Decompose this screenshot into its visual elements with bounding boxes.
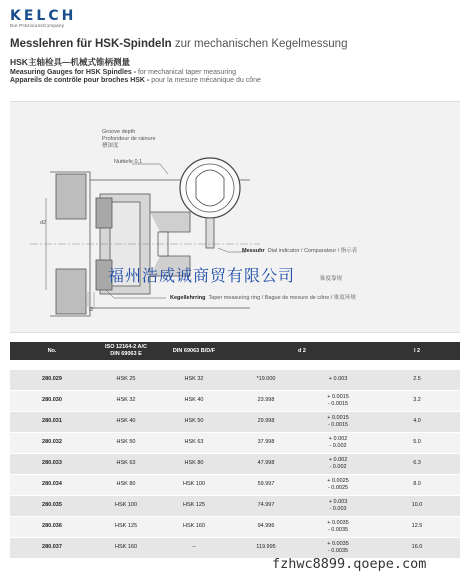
table-row [10,369,460,390]
header-text: No. [47,347,57,354]
table-header-row [10,342,460,360]
cell-l2: 3.2 [374,390,460,411]
cell-din: HSK 50 [158,411,230,432]
cell-article-no: 280.037 [10,537,94,558]
cell-din: HSK 80 [158,453,230,474]
table-row [10,432,460,453]
col-header-iso [94,342,158,360]
cell-d2: 119.995 [230,537,302,558]
header-text: DIN 69063 B/D/F [172,347,216,354]
title-chinese: HSK主轴检具—机械式锥柄测量 [10,57,130,67]
cell-l2: 10.0 [374,495,460,516]
cell-din: HSK 100 [158,474,230,495]
table-row [10,537,460,558]
l2-dimension-label: l2 [89,307,94,313]
cell-d2: 29.998 [230,411,302,432]
gauge-spec-table [10,342,460,558]
cell-tolerance: + 0.002 - 0.002 [302,453,374,474]
cell-iso: HSK 32 [94,390,158,411]
cell-iso: HSK 125 [94,516,158,537]
cell-din: HSK 63 [158,432,230,453]
dial-indicator-label: Messuhr Dial indicator / Comparateur / 指示表 [242,248,358,254]
col-header-no [10,342,94,360]
cell-l2: 12.5 [374,516,460,537]
col-header-l2 [374,342,460,360]
cell-article-no: 280.033 [10,453,94,474]
page-title: Messlehren für HSK-Spindeln zur mechanischen Kegelmessung [10,38,348,50]
table-row [10,390,460,411]
cell-tolerance: + 0.0015 - 0.0015 [302,390,374,411]
cell-din: HSK 125 [158,495,230,516]
table-row [10,453,460,474]
header-text: l 2 [413,347,421,354]
cell-d2: 74.997 [230,495,302,516]
cell-article-no: 280.035 [10,495,94,516]
cell-d2: *19.000 [230,369,302,390]
cell-article-no: 280.032 [10,432,94,453]
cell-iso: HSK 40 [94,411,158,432]
taper-gauge-zh-label: 锥度靠规 [320,276,343,282]
table-spacer [10,360,460,369]
cell-iso: HSK 160 [94,537,158,558]
groove-depth-value: Nuttiefe 0,1 [114,159,143,165]
technical-drawing [10,101,460,333]
taper-ring-label: Kegellehrring Taper measuring ring / Bague de mesure de cône / 锥度环规 [170,295,356,301]
cell-iso: HSK 25 [94,369,158,390]
title-french: Appareils de contrôle pour broches HSK - pour la mesure mécanique du cône [10,77,261,84]
title-block [10,38,465,84]
cell-l2: 6.3 [374,453,460,474]
cell-l2: 4.0 [374,411,460,432]
cell-article-no: 280.031 [10,411,94,432]
brand-logo [10,8,76,28]
cell-tolerance: + 0.0025 - 0.0025 [302,474,374,495]
brand-tagline: Die PräzisionsCompany [10,23,65,28]
cell-tolerance: + 0.003 [302,369,374,390]
cell-article-no: 280.030 [10,390,94,411]
cell-din: – [158,537,230,558]
cell-d2: 94.996 [230,516,302,537]
title-english: Measuring Gauges for HSK Spindles - for mechanical taper measuring [10,69,237,76]
cell-din: HSK 32 [158,369,230,390]
table-row [10,474,460,495]
cell-iso: HSK 50 [94,432,158,453]
cell-tolerance: + 0.0035 - 0.0035 [302,516,374,537]
col-header-d2 [230,342,374,360]
cell-tolerance: + 0.0035 - 0.0035 [302,537,374,558]
cell-article-no: 280.034 [10,474,94,495]
cell-tolerance: + 0.0015 - 0.0015 [302,411,374,432]
table-row [10,516,460,537]
cell-article-no: 280.029 [10,369,94,390]
spacer-cell [10,360,460,369]
cell-d2: 59.997 [230,474,302,495]
cell-l2: 8.0 [374,474,460,495]
header-text: ISO 12164-2 A/C DIN 69063 E [105,344,147,357]
cell-article-no: 280.036 [10,516,94,537]
cell-din: HSK 160 [158,516,230,537]
cell-tolerance: + 0.002 - 0.002 [302,432,374,453]
groove-depth-label: Groove depth Profondeur de rainure 槽深度 [102,129,156,149]
company-watermark: 福州浩威诚商贸有限公司 [108,266,296,285]
cell-iso: HSK 100 [94,495,158,516]
cell-d2: 47.998 [230,453,302,474]
cell-iso: HSK 80 [94,474,158,495]
cell-tolerance: + 0.003 - 0.003 [302,495,374,516]
cell-iso: HSK 63 [94,453,158,474]
cell-d2: 37.998 [230,432,302,453]
d2-dimension-label: d2 [40,220,47,226]
cell-l2: 2.5 [374,369,460,390]
table-row [10,411,460,432]
cell-l2: 5.0 [374,432,460,453]
cell-din: HSK 40 [158,390,230,411]
table-row [10,495,460,516]
header-text: d 2 [298,347,306,354]
col-header-din [158,342,230,360]
brand-name: KELCH [10,8,77,24]
cell-d2: 23.998 [230,390,302,411]
cell-l2: 16.0 [374,537,460,558]
website-watermark: fzhwc8899.qoepe.com [272,556,427,572]
